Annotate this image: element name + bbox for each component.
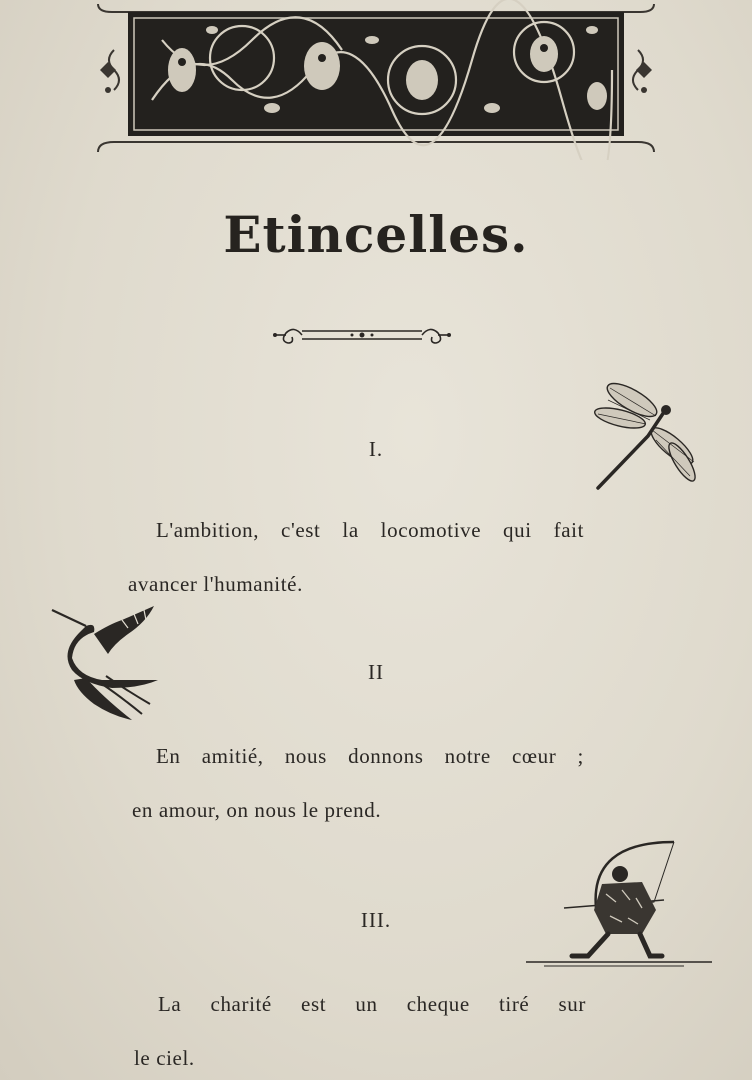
text-line: En amitié, nous donnons notre cœur ; <box>156 744 584 768</box>
text-line: en amour, on nous le prend. <box>132 798 382 822</box>
page-title: Etincelles. <box>223 205 529 264</box>
text-line: L'ambition, c'est la locomotive qui fait <box>156 518 584 542</box>
text-line: avancer l'humanité. <box>128 572 303 596</box>
text-line: le ciel. <box>134 1046 195 1070</box>
text-line: La charité est un cheque tiré sur <box>158 992 586 1016</box>
section-numeral: II <box>368 660 384 684</box>
section-numeral: I. <box>368 437 384 461</box>
ornamental-header-banner-icon <box>92 0 660 160</box>
dragonfly-icon <box>590 376 710 496</box>
section-numeral: III. <box>360 908 392 932</box>
archer-icon <box>524 838 714 970</box>
scroll-divider-icon <box>272 318 452 352</box>
